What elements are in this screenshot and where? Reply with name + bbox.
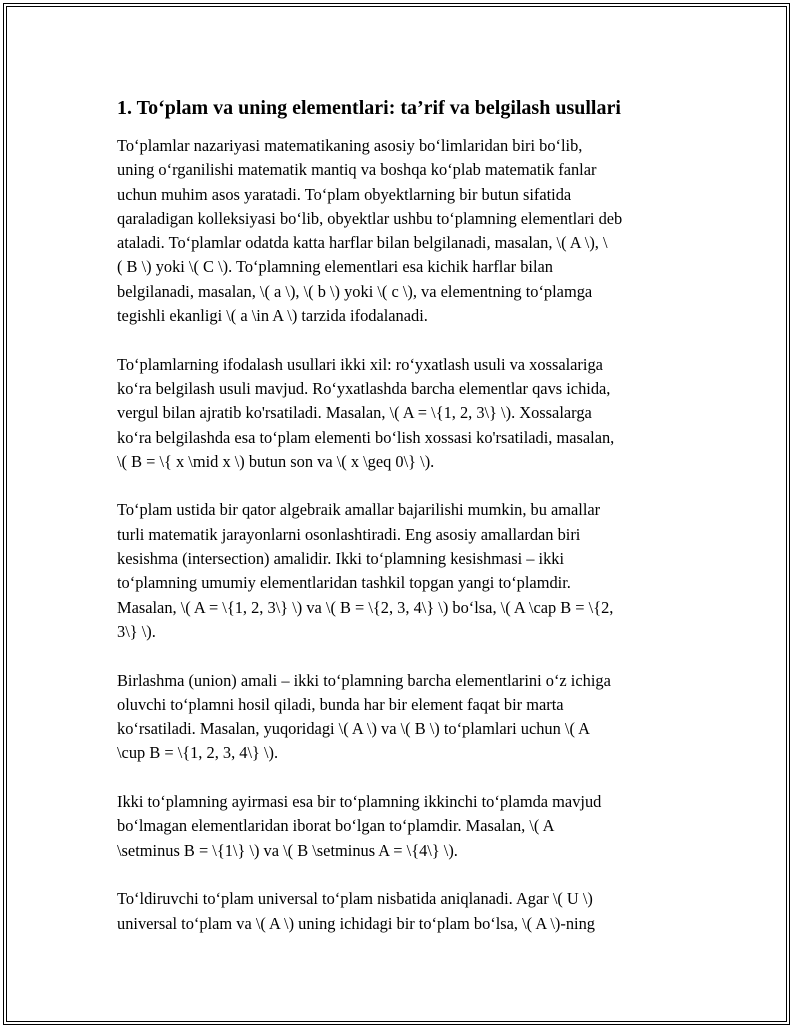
text-line: To‘plamlar nazariyasi matematikaning asosiy bo‘limlaridan biri bo‘lib, bbox=[117, 136, 583, 155]
text-line: To‘plam ustida bir qator algebraik amallar bajarilishi mumkin, bu amallar bbox=[117, 500, 601, 520]
paragraph-definition bbox=[117, 134, 689, 328]
paragraph-intersection bbox=[117, 498, 689, 644]
text-line: \cup B = \{1, 2, 3, 4\} \). bbox=[117, 743, 279, 763]
text-line: \( B = \{ x \mid x \) butun son va \( x \geq 0\} \). bbox=[117, 451, 435, 471]
text-line: universal to‘plam va \( A \) uning ichidagi bir to‘plam bo‘lsa, \( A \)-ning bbox=[117, 913, 595, 933]
text-line: Masalan, \( A = \{1, 2, 3\} \) va \( B = \{2, 3, 4\} \) bo‘lsa, \( A \cap B = \{2, bbox=[117, 597, 614, 617]
document-body bbox=[117, 96, 689, 960]
paragraph-union bbox=[117, 669, 689, 766]
text-line: uning o‘rganilishi matematik mantiq va boshqa ko‘plab matematik fanlar bbox=[117, 160, 597, 180]
text-line: turli matematik jarayonlarni osonlashtiradi. Eng asosiy amallardan biri bbox=[117, 524, 581, 544]
text-line: \setminus B = \{1\} \) va \( B \setminus A = \{4\} \). bbox=[117, 840, 458, 860]
text-line: to‘plamning umumiy elementlaridan tashkil topgan yangi to‘plamdir. bbox=[117, 573, 571, 593]
text-line: oluvchi to‘plamni hosil qiladi, bunda har bir element faqat bir marta bbox=[117, 694, 564, 714]
text-line: belgilanadi, masalan, \( a \), \( b \) yoki \( c \), va elementning to‘plamga bbox=[117, 281, 593, 301]
section-heading: 1. To‘plam va uning elementlari: ta’rif va belgilash usullari bbox=[117, 97, 621, 119]
paragraph-complement bbox=[117, 887, 689, 936]
text-line: bo‘lmagan elementlaridan iborat bo‘lgan to‘plamdir. Masalan, \( A bbox=[117, 816, 555, 836]
text-line: To‘ldiruvchi to‘plam universal to‘plam nisbatida aniqlanadi. Agar \( U \) bbox=[117, 889, 593, 909]
paragraph-difference bbox=[117, 790, 689, 863]
text-line: tegishli ekanligi \( a \in A \) tarzida ifodalanadi. bbox=[117, 306, 428, 326]
text-line: uchun muhim asos yaratadi. To‘plam obyektlarning bir butun sifatida bbox=[117, 184, 572, 204]
text-line: vergul bilan ajratib ko'rsatiladi. Masalan, \( A = \{1, 2, 3\} \). Xossalarga bbox=[117, 403, 592, 423]
text-line: ko‘rsatiladi. Masalan, yuqoridagi \( A \) va \( B \) to‘plamlari uchun \( A bbox=[117, 719, 590, 739]
text-line: ( B \) yoki \( C \). To‘plamning elementlari esa kichik harflar bilan bbox=[117, 257, 553, 277]
text-line: To‘plamlarning ifodalash usullari ikki xil: ro‘yxatlash usuli va xossalariga bbox=[117, 354, 603, 374]
text-line: ko‘ra belgilashda esa to‘plam elementi bo‘lish xossasi ko'rsatiladi, masalan, bbox=[117, 427, 615, 447]
text-line: ko‘ra belgilash usuli mavjud. Ro‘yxatlashda barcha elementlar qavs ichida, bbox=[117, 378, 611, 398]
paragraph-notation-methods bbox=[117, 353, 689, 474]
text-line: Birlashma (union) amali – ikki to‘plamning barcha elementlarini o‘z ichiga bbox=[117, 670, 611, 690]
text-line: Ikki to‘plamning ayirmasi esa bir to‘plamning ikkinchi to‘plamda mavjud bbox=[117, 792, 602, 812]
text-line: 3\} \). bbox=[117, 621, 156, 641]
text-line: qaraladigan kolleksiyasi bo‘lib, obyektlar ushbu to‘plamning elementlari deb bbox=[117, 208, 623, 228]
text-line: ataladi. To‘plamlar odatda katta harflar bilan belgilanadi, masalan, \( A \), \ bbox=[117, 233, 608, 253]
text-line: kesishma (intersection) amalidir. Ikki to‘plamning kesishmasi – ikki bbox=[117, 549, 565, 569]
